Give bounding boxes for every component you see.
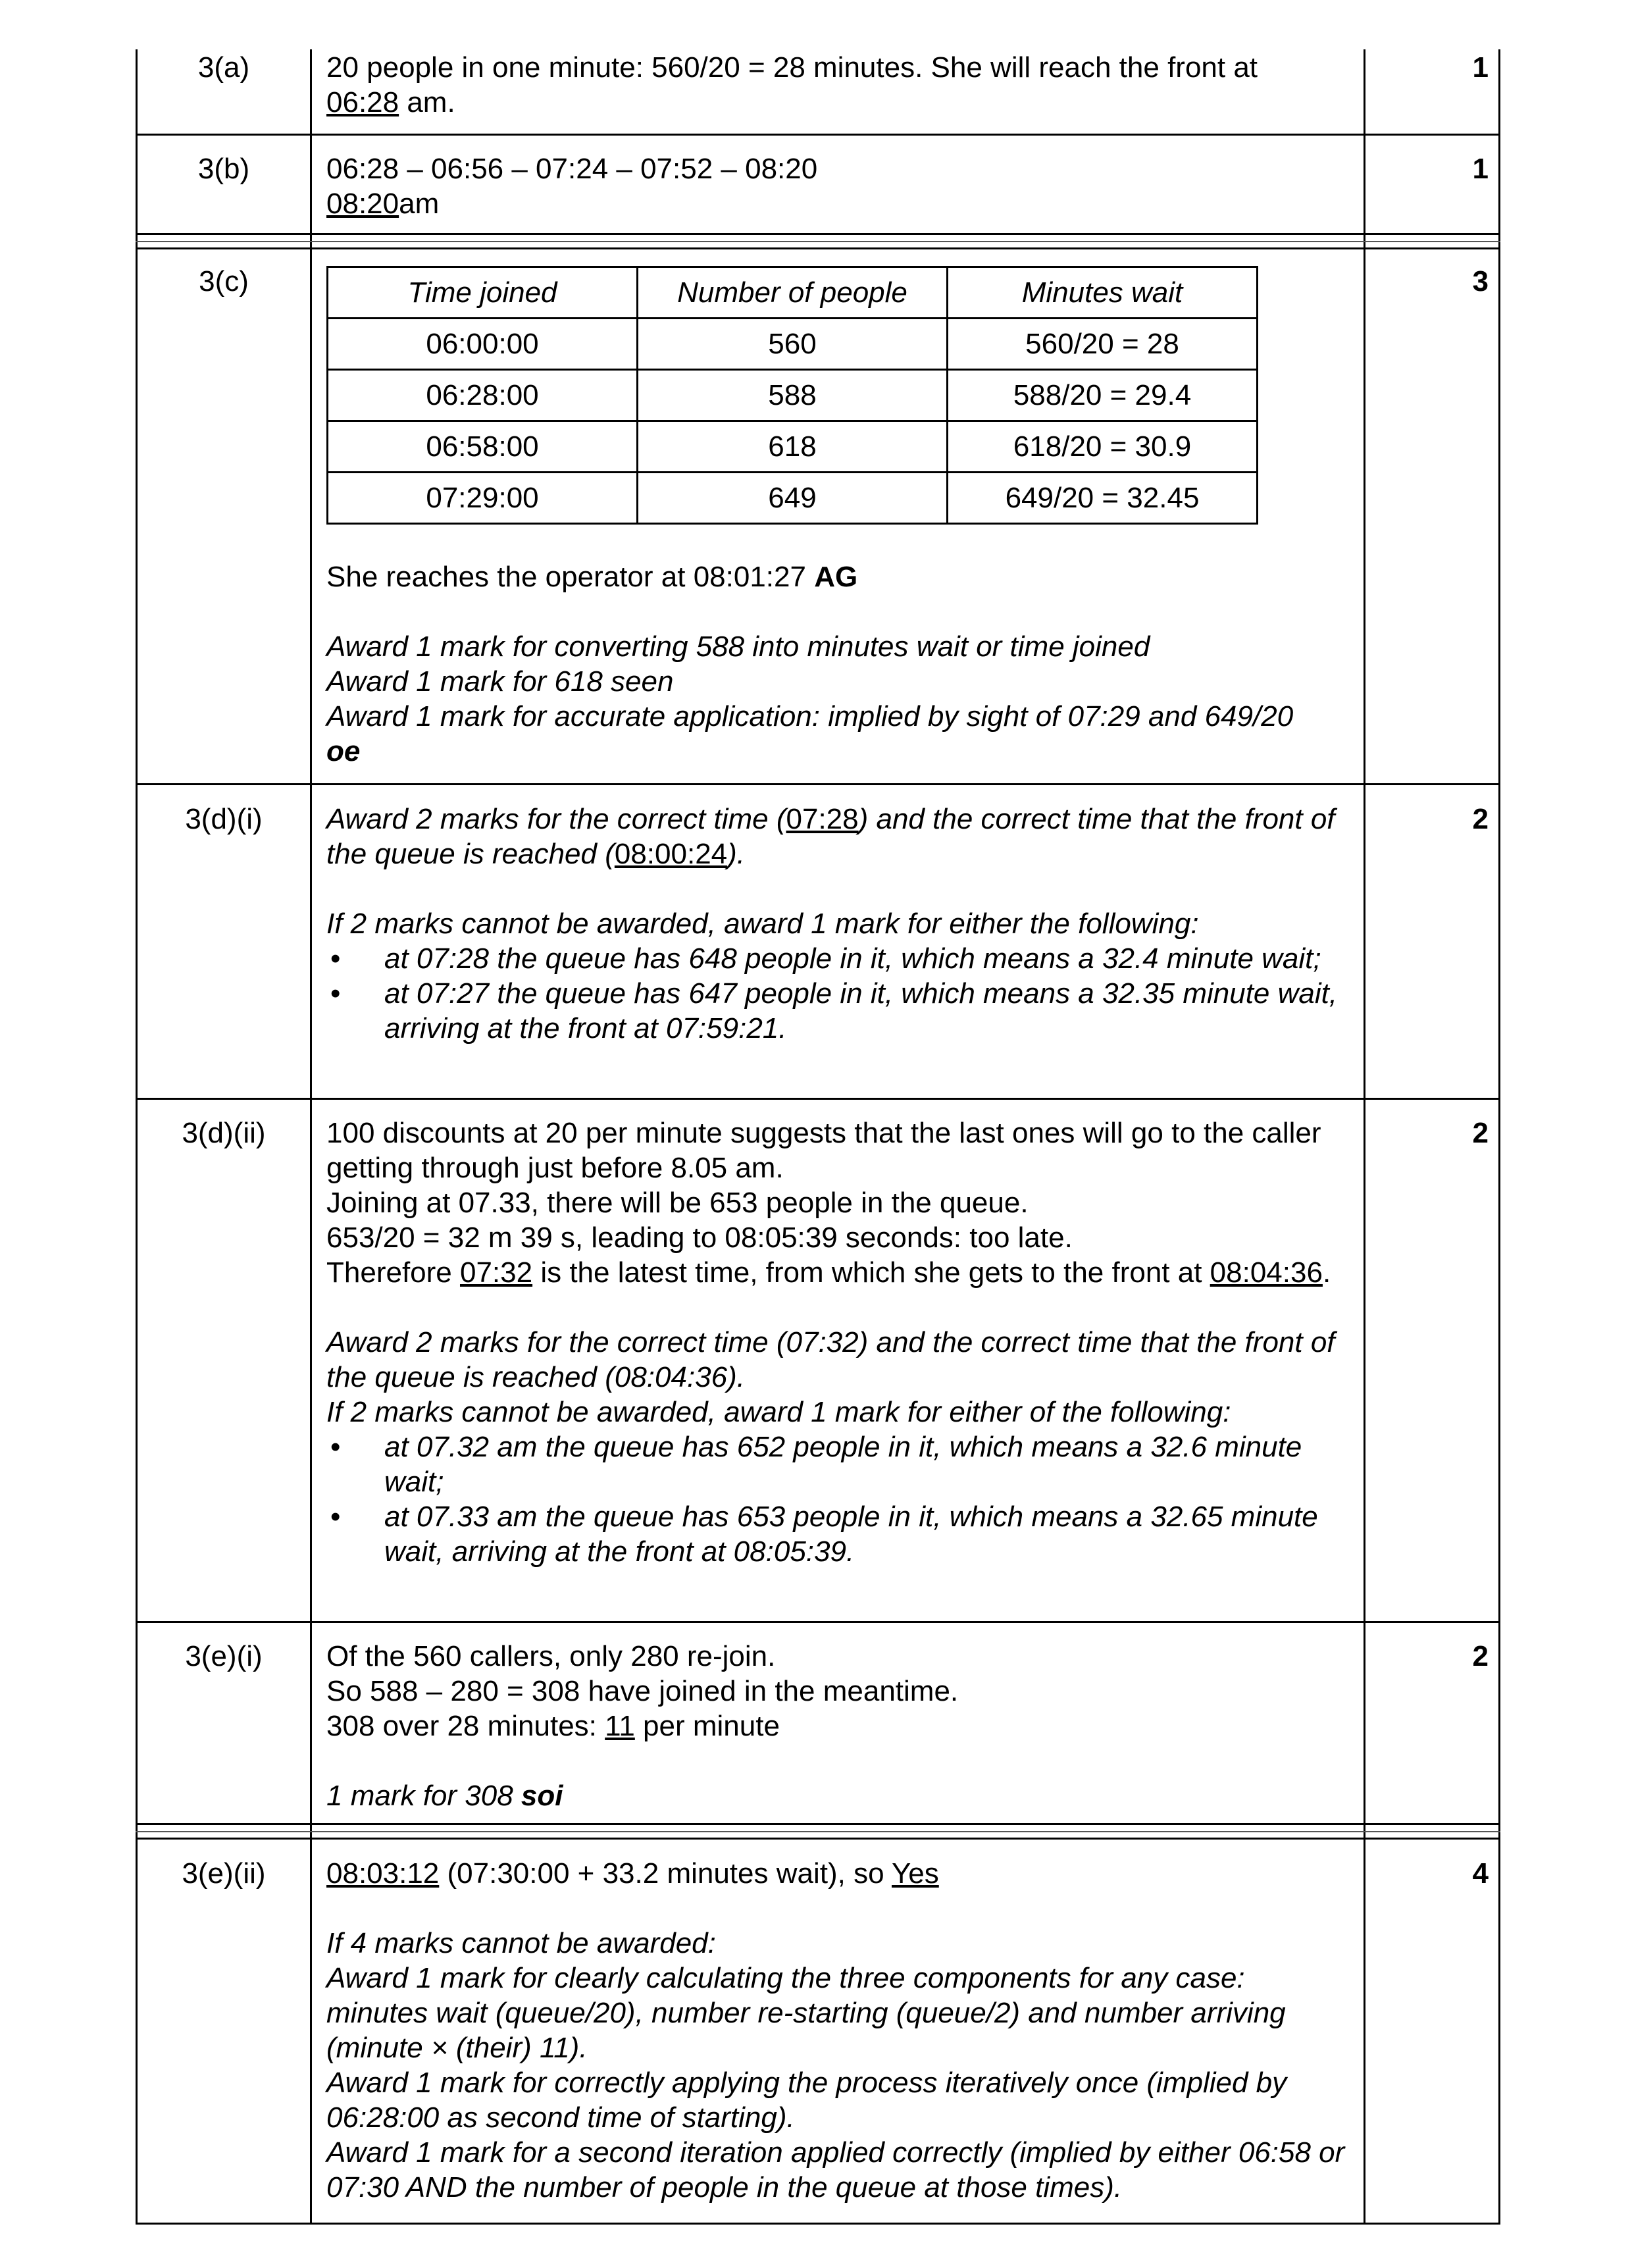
- column-header: Time joined: [328, 267, 638, 319]
- table-header-row: [328, 267, 1258, 319]
- row-divider: [136, 247, 1500, 249]
- answer-line: 653/20 = 32 m 39 s, leading to 08:05:39 seconds: too late.: [326, 1222, 1073, 1254]
- grid-line: [1498, 49, 1500, 2225]
- row-divider: [136, 241, 1500, 242]
- award-tag: soi: [521, 1780, 563, 1812]
- award-note: Award 1 mark for correctly applying the process iteratively once (implied by 06:28:00 as second time of starting).: [326, 2067, 1287, 2134]
- table-cell: 560/20 = 28: [948, 319, 1258, 370]
- final-answer: 08:00:24: [614, 838, 728, 870]
- final-answer: 07:28: [786, 803, 859, 835]
- marks-value: 2: [1472, 803, 1489, 835]
- column-header: Number of people: [638, 267, 948, 319]
- final-answer: 08:04:36: [1210, 1256, 1323, 1289]
- answer-cell: [326, 559, 1353, 769]
- row-divider: [136, 1098, 1500, 1100]
- award-note: Award 1 mark for a second iteration applied correctly (implied by either 06:58 or 07:30 AND the number of people in the queue at those times).: [326, 2136, 1345, 2204]
- answer-line: [326, 1709, 1353, 1743]
- answer-text: am: [399, 188, 440, 220]
- answer-text: am.: [399, 86, 455, 118]
- question-number: 3(d)(ii): [182, 1117, 266, 1149]
- table-row: [328, 421, 1258, 473]
- marks-value: 4: [1472, 1857, 1489, 1890]
- award-note: If 2 marks cannot be awarded, award 1 mark for either of the following:: [326, 1396, 1231, 1428]
- row-divider: [136, 1838, 1500, 1840]
- answer-text: Therefore: [326, 1256, 460, 1289]
- table-row: [328, 473, 1258, 524]
- answer-text: ) and the correct time that the front of the queue is reached (: [326, 803, 1335, 870]
- answer-text: .: [1322, 1256, 1331, 1289]
- table-cell: 649: [638, 473, 948, 524]
- answer-text: She reaches the operator at 08:01:27: [326, 561, 815, 593]
- award-note: Award 1 mark for accurate application: implied by sight of 07:29 and 649/20: [326, 700, 1294, 733]
- answer-line: Of the 560 callers, only 280 re-join.: [326, 1640, 776, 1672]
- answer-line: 06:28 – 06:56 – 07:24 – 07:52 – 08:20: [326, 153, 818, 185]
- marks-value: 2: [1472, 1117, 1489, 1149]
- answer-text: 1 mark for 308: [326, 1780, 521, 1812]
- marks-value: 3: [1472, 265, 1489, 297]
- answer-text: ).: [727, 838, 746, 870]
- final-answer: 11: [605, 1710, 635, 1742]
- answer-text: (07:30:00 + 33.2 minutes wait), so: [439, 1857, 892, 1890]
- award-note: Award 1 mark for 618 seen: [326, 665, 674, 698]
- final-answer: 07:32: [459, 1256, 533, 1289]
- question-number: 3(e)(ii): [182, 1857, 266, 1890]
- answer-text: is the latest time, from which she gets to the front at: [532, 1256, 1210, 1289]
- answer-text: per minute: [634, 1710, 780, 1742]
- grid-line: [310, 49, 312, 2225]
- column-header: Minutes wait: [948, 267, 1258, 319]
- award-note: Award 1 mark for clearly calculating the three components for any case: minutes wait (queue/20), number re-starting (queue/2) and number arriving (minute × (their) 11).: [326, 1962, 1286, 2064]
- bullet-item: • at 07.33 am the queue has 653 people in it, which means a 32.65 minute wait, arriving at the front at 08:05:39.: [326, 1499, 1353, 1569]
- answer-text: 308 over 28 minutes:: [326, 1710, 605, 1742]
- question-number: 3(a): [197, 51, 250, 84]
- award-note: Award 1 mark for converting 588 into minutes wait or time joined: [326, 631, 1150, 663]
- answer-line: So 588 – 280 = 308 have joined in the meantime.: [326, 1675, 959, 1707]
- row-divider: [136, 783, 1500, 785]
- answer-text: Award 2 marks for the correct time (: [326, 803, 786, 835]
- table-cell: 06:00:00: [328, 319, 638, 370]
- row-divider: [136, 233, 1500, 235]
- bullet-item: • at 07.32 am the queue has 652 people in it, which means a 32.6 minute wait;: [326, 1430, 1353, 1499]
- question-number: 3(d)(i): [185, 803, 263, 835]
- table-cell: 618: [638, 421, 948, 473]
- marks-value: 2: [1472, 1640, 1489, 1672]
- award-note: If 4 marks cannot be awarded:: [326, 1927, 716, 1959]
- row-divider: [136, 1621, 1500, 1623]
- final-answer: Yes: [891, 1857, 939, 1890]
- answer-cell: [326, 1116, 1353, 1569]
- award-note: If 2 marks cannot be awarded, award 1 mark for either the following:: [326, 908, 1199, 940]
- table-row: [328, 319, 1258, 370]
- answer-line: 20 people in one minute: 560/20 = 28 minutes. She will reach the front at: [326, 51, 1258, 84]
- row-divider: [136, 1823, 1500, 1825]
- table-cell: 588/20 = 29.4: [948, 370, 1258, 421]
- row-divider: [136, 2223, 1500, 2225]
- table-cell: 06:58:00: [328, 421, 638, 473]
- bullet-list: [326, 941, 1353, 1046]
- answer-cell: [326, 1856, 1353, 2205]
- answer-cell: [326, 151, 1353, 221]
- row-divider: [136, 1831, 1500, 1832]
- table-cell: 07:29:00: [328, 473, 638, 524]
- answer-cell: [326, 802, 1353, 1046]
- answer-given-tag: AG: [814, 561, 858, 593]
- answer-line: [326, 85, 1353, 120]
- final-answer: 08:20: [326, 188, 399, 220]
- final-answer: 06:28: [326, 86, 399, 118]
- table-cell: 560: [638, 319, 948, 370]
- bullet-item: • at 07:27 the queue has 647 people in it, which means a 32.35 minute wait, arriving at the front at 07:59:21.: [326, 976, 1353, 1046]
- table-cell: 588: [638, 370, 948, 421]
- award-note: Award 2 marks for the correct time (07:32) and the correct time that the front of the queue is reached (08:04:36).: [326, 1326, 1335, 1393]
- answer-line: [326, 1255, 1353, 1290]
- final-answer: 08:03:12: [326, 1857, 440, 1890]
- award-tag: oe: [326, 735, 361, 767]
- answer-line: Joining at 07.33, there will be 653 people in the queue.: [326, 1187, 1029, 1219]
- answer-line: 100 discounts at 20 per minute suggests that the last ones will go to the caller getting through just before 8.05 am.: [326, 1117, 1321, 1184]
- award-note: [326, 1778, 1353, 1813]
- answer-cell: [326, 1639, 1353, 1813]
- question-number: 3(c): [199, 265, 249, 297]
- question-number: 3(b): [197, 153, 250, 185]
- row-divider: [136, 134, 1500, 136]
- table-row: [328, 370, 1258, 421]
- award-note: [326, 802, 1353, 871]
- question-number: 3(e)(i): [185, 1640, 263, 1672]
- table-cell: 649/20 = 32.45: [948, 473, 1258, 524]
- answer-line: [326, 186, 1353, 221]
- marks-value: 1: [1472, 51, 1489, 84]
- answer-line: [326, 1856, 1353, 1891]
- table-cell: 06:28:00: [328, 370, 638, 421]
- marks-value: 1: [1472, 153, 1489, 185]
- answer-cell: [326, 50, 1353, 120]
- bullet-list: [326, 1430, 1353, 1569]
- table-cell: 618/20 = 30.9: [948, 421, 1258, 473]
- bullet-item: • at 07:28 the queue has 648 people in it, which means a 32.4 minute wait;: [326, 941, 1353, 976]
- queue-table: [326, 266, 1258, 525]
- answer-line: [326, 559, 1353, 594]
